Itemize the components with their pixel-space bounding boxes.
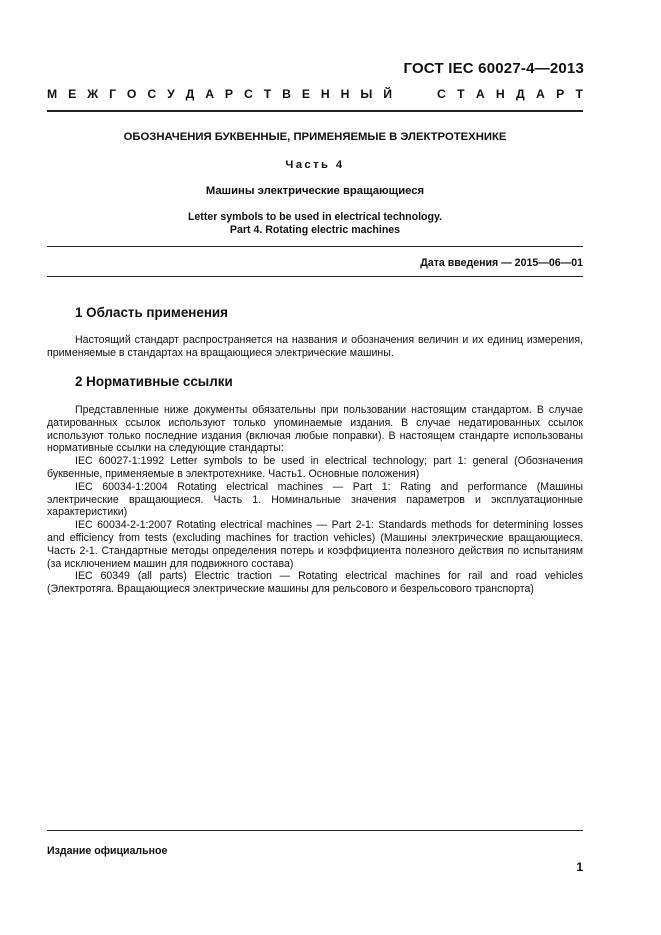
banner-word-standard: С Т А Н Д А Р Т xyxy=(437,87,583,101)
part-label: Часть 4 xyxy=(285,159,345,171)
paragraph: Представленные ниже документы обязательны при пользовании настоящим стандартом. В случае датированных ссылок используют только упоминаемые издания. В случае недатированных ссылок используют только последние издания (включая любые поправки). В настоящем стандарте использованы нормативные ссылки на следующие стандарты: xyxy=(47,404,583,455)
document-number: ГОСТ IEC 60027-4—2013 xyxy=(403,60,584,77)
page-number: 1 xyxy=(576,860,583,874)
reference-item: IEC 60034-1:2004 Rotating electrical machines — Part 1: Rating and performance (Машины электрические вращающиеся. Часть 1. Номинальные значения параметров и эксплуатационные характеристики) xyxy=(47,480,583,519)
introduction-date: Дата введения — 2015—06—01 xyxy=(420,257,583,269)
standard-title: ОБОЗНАЧЕНИЯ БУКВЕННЫЕ, ПРИМЕНЯЕМЫЕ В ЭЛЕКТРОТЕХНИКЕ xyxy=(123,131,507,143)
paragraph: Настоящий стандарт распространяется на названия и обозначения величин и их единиц измерения, применяемые в стандартах на вращающиеся электрические машины. xyxy=(47,334,583,359)
english-title-line-2: Part 4. Rotating electric machines xyxy=(229,224,401,236)
reference-item: IEC 60027-1:1992 Letter symbols to be used in electrical technology; part 1: general (Обозначения буквенные, применяемые в электротехнике. Часть1. Основные положения) xyxy=(47,455,583,480)
date-rule xyxy=(47,276,583,277)
standard-banner xyxy=(47,87,583,101)
section-heading-scope: 1 Область применения xyxy=(75,305,228,320)
english-title-line-1: Letter symbols to be used in electrical technology. xyxy=(187,211,443,223)
section-body-references xyxy=(47,404,583,596)
section-heading-references: 2 Нормативные ссылки xyxy=(75,374,233,389)
reference-item: IEC 60349 (all parts) Electric traction — Rotating electrical machines for rail and road vehicles (Электротяга. Вращающиеся электрические машины для рельсового и безрельсового транспорта) xyxy=(47,570,583,596)
title-rule xyxy=(47,246,583,247)
reference-item: IEC 60034-2-1:2007 Rotating electrical machines — Part 2-1: Standards methods for determining losses and efficiency from tests (excluding machines for traction vehicles) (Машины электрические вращающиеся. Часть 2-1. Стандартные методы определения потерь и коэффициента полезного действия по испытаниям (за исключением машин для подвижного состава) xyxy=(47,519,583,570)
section-body-scope xyxy=(47,334,583,360)
edition-label: Издание официальное xyxy=(47,845,168,857)
footer-rule xyxy=(47,830,583,831)
banner-word-interstate: М Е Ж Г О С У Д А Р С Т В Е Н Н Ы Й xyxy=(47,87,392,101)
header-rule xyxy=(47,110,583,112)
part-subtitle: Машины электрические вращающиеся xyxy=(205,185,425,197)
english-title xyxy=(47,211,583,237)
